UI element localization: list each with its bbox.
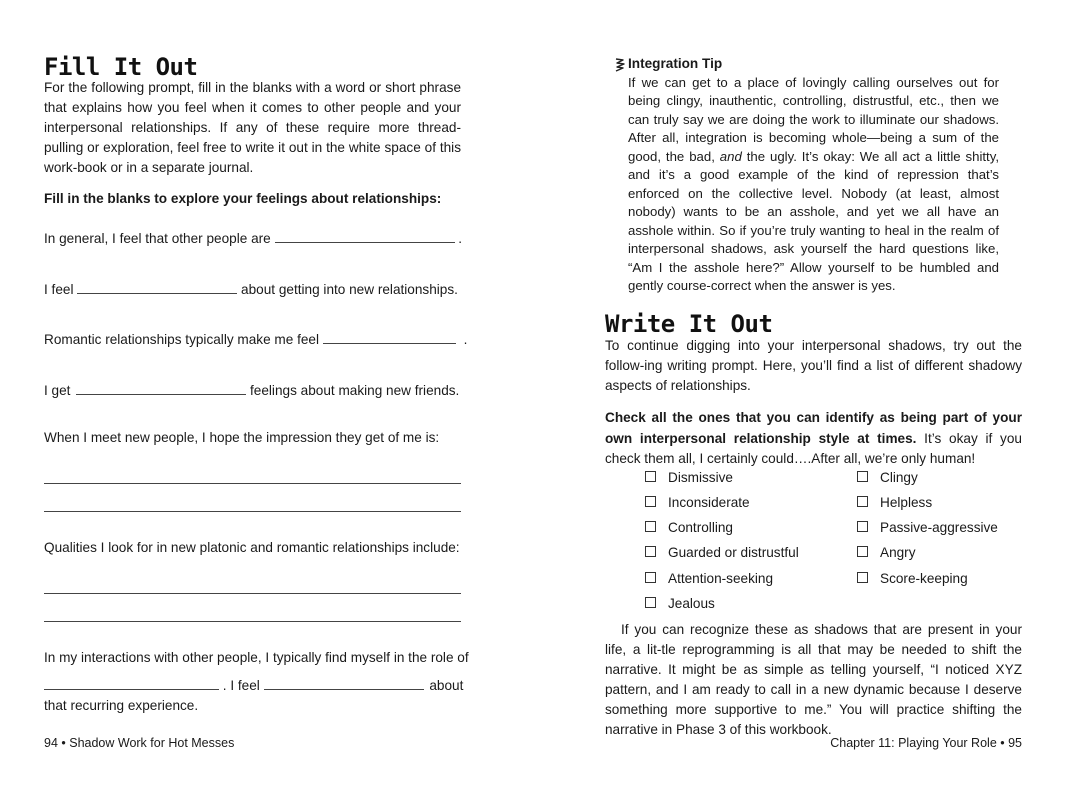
fill-it-out-title: Fill It Out	[44, 53, 198, 81]
checkbox[interactable]	[857, 471, 868, 482]
checkbox[interactable]	[645, 471, 656, 482]
checkbox[interactable]	[645, 572, 656, 583]
answer-line-6b[interactable]	[44, 621, 461, 622]
checklist-item[interactable]: Passive-aggressive	[857, 519, 998, 537]
prompt-6: Qualities I look for in new platonic and romantic relationships include:	[44, 540, 460, 555]
tip-text: If we can get to a place of lovingly calling ourselves out for being clingy, inauthentic, controlling, distrustful, etc., then we can truly say we are doing the work to illuminate our shadows. After all, integration is becoming whole—being a sum of the good, the bad, and the ugly. It’s okay: We all act a little shitty, and it’s a good example of the kind of repression that’s enforced on the collective level. Nobody (at least, almost nobody) wants to be an asshole, and yet we all have an asshole within. So if you’re truly wanting to heal in the realm of interpersonal shadows, ask yourself the hard questions like, “Am I the asshole here?” Allow yourself to be humbled and gently course-correct when the answer is yes.	[628, 74, 1000, 293]
left-footer: 94 • Shadow Work for Hot Messes	[44, 736, 235, 750]
blank-1[interactable]	[275, 229, 455, 243]
checkbox[interactable]	[857, 546, 868, 557]
checkbox[interactable]	[645, 521, 656, 532]
fill-instruction: Fill in the blanks to explore your feelings about relationships:	[44, 191, 442, 206]
prompt-8-end: that recurring experience.	[44, 698, 199, 713]
checklist-item[interactable]: Score-keeping	[857, 570, 968, 588]
right-footer: Chapter 11: Playing Your Role • 95	[830, 736, 1022, 750]
prompt-1: In general, I feel that other people are .	[44, 231, 463, 246]
checklist-item[interactable]: Inconsiderate	[645, 494, 750, 512]
blank-8b[interactable]	[264, 676, 424, 690]
checkbox[interactable]	[645, 496, 656, 507]
prompt-7: In my interactions with other people, I typically find myself in the role of	[44, 650, 469, 665]
checklist-item[interactable]: Attention-seeking	[645, 570, 773, 588]
checklist-item[interactable]: Helpless	[857, 494, 932, 512]
checklist-item[interactable]: Controlling	[645, 519, 733, 537]
answer-line-6a[interactable]	[44, 593, 461, 594]
prompt-4: I get feelings about making new friends.	[44, 383, 460, 398]
checkbox[interactable]	[645, 546, 656, 557]
checkbox[interactable]	[857, 496, 868, 507]
blank-2[interactable]	[77, 280, 237, 294]
prompt-3: Romantic relationships typically make me feel .	[44, 332, 468, 347]
blank-4[interactable]	[76, 381, 246, 395]
prompt-8: . I feel about	[44, 676, 463, 696]
checklist-item[interactable]: Angry	[857, 544, 916, 562]
write-outro: If you can recognize these as shadows that are present in your life, a lit-tle reprogramming is all that may be needed to shift the narrative. It might be as simple as telling yourself, “I noticed XYZ pattern, and I am ready to call in a new dynamic because I deserve something more supportive to me.” You will practice shifting the narrative in Phase 3 of this workbook.	[605, 622, 1022, 737]
checkbox[interactable]	[645, 597, 656, 608]
blank-8a[interactable]	[44, 676, 219, 690]
answer-line-5b[interactable]	[44, 511, 461, 512]
squiggle-icon	[614, 57, 626, 73]
checkbox[interactable]	[857, 572, 868, 583]
tip-title: Integration Tip	[628, 56, 723, 71]
checklist-item[interactable]: Clingy	[857, 469, 918, 487]
answer-line-5a[interactable]	[44, 483, 461, 484]
right-page	[533, 0, 1066, 800]
write-intro: To continue digging into your interpersonal shadows, try out the follow-ing writing prompt. Here, you’ll find a list of different shadowy aspects of relationships.	[605, 338, 1022, 393]
prompt-5: When I meet new people, I hope the impression they get of me is:	[44, 430, 440, 445]
write-it-out-title: Write It Out	[605, 310, 773, 338]
checklist-item[interactable]: Guarded or distrustful	[645, 544, 799, 562]
fill-intro: For the following prompt, fill in the blanks with a word or short phrase that explains how you feel when it comes to other people and your interpersonal relationships. If any of these require more thread-pulling or exploration, feel free to write it out in the white space of this work-book or in a separate journal.	[44, 80, 461, 175]
blank-3[interactable]	[323, 330, 456, 344]
prompt-2: I feel about getting into new relationships.	[44, 282, 458, 297]
checklist-item[interactable]: Dismissive	[645, 469, 733, 487]
check-instruction: Check all the ones that you can identify as being part of your own interpersonal relationship style at times. It’s okay if you check them all, I certainly could….After all, we’re only human!	[605, 410, 1022, 466]
checkbox[interactable]	[857, 521, 868, 532]
checklist-item[interactable]: Jealous	[645, 595, 715, 613]
